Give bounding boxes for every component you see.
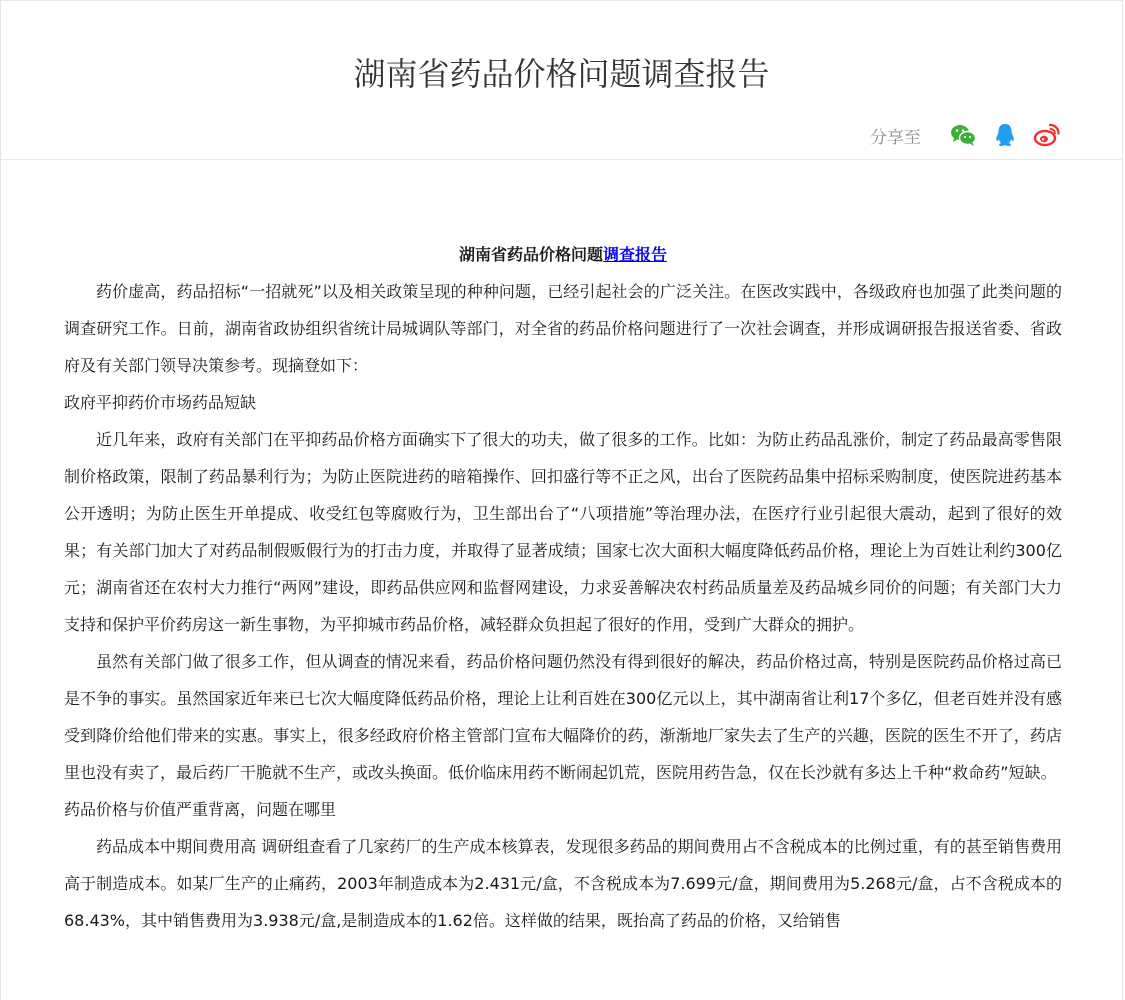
document-header [0,0,1123,160]
article-body [64,236,1062,939]
article-subtitle [64,236,1062,273]
paragraph-costs: 药品成本中期间费用高 调研组查看了几家药厂的生产成本核算表，发现很多药品的期间费用占不含税成本的比例过重，有的甚至销售费用高于制造成本。如某厂生产的止痛药，2003年制造成本为2.431元/盒，不含税成本为7.699元/盒，期间费用为5.268元/盒，占不含税成本的68.43%，其中销售费用为3.938元/盒,是制造成本的1.62倍。这样做的结果，既抬高了药品的价格，又给销售 [64,837,1062,930]
paragraph-intro: 药价虚高，药品招标“一招就死”以及相关政策呈现的种种问题，已经引起社会的广泛关注。在医改实践中，各级政府也加强了此类问题的调查研究工作。日前，湖南省政协组织省统计局城调队等部门，对全省的药品价格问题进行了一次社会调查，并形成调研报告报送省委、省政府及有关部门领导决策参考。现摘登如下： [64,282,1062,375]
page-title: 湖南省药品价格问题调查报告 [353,55,770,93]
article-subtitle-text: 湖南省药品价格问题 [458,245,603,264]
paragraph-measures: 近几年来，政府有关部门在平抑药品价格方面确实下了很大的功夫，做了很多的工作。比如：为防止药品乱涨价，制定了药品最高零售限制价格政策，限制了药品暴利行为；为防止医院进药的暗箱操作、回扣盛行等不正之风，出台了医院药品集中招标采购制度，使医院进药基本公开透明；为防止医生开单提成、收受红包等腐败行为，卫生部出台了“八项措施”等治理办法，在医疗行业引起很大震动，起到了很好的效果；有关部门加大了对药品制假贩假行为的打击力度，并取得了显著成绩；国家七次大面积大幅度降低药品价格，理论上为百姓让利约300亿元；湖南省还在农村大力推行“两网”建设，即药品供应网和监督网建设，力求妥善解决农村药品质量差及药品城乡同价的问题；有关部门大力支持和保护平价药房这一新生事物，为平抑城市药品价格，减轻群众负担起了很好的作用，受到广大群众的拥护。 [64,430,1062,634]
section-heading-1: 政府平抑药价市场药品短缺 [64,393,257,412]
weibo-icon[interactable] [1033,121,1061,149]
share-label: 分享至 [870,127,921,148]
section-heading-2: 药品价格与价值严重背离，问题在哪里 [64,800,337,819]
paragraph-problems: 虽然有关部门做了很多工作，但从调查的情况来看，药品价格问题仍然没有得到很好的解决，药品价格过高，特别是医院药品价格过高已是不争的事实。虽然国家近年来已七次大幅度降低药品价格，理论上让利百姓在300亿元以上，其中湖南省让利17个多亿，但老百姓并没有感受到降价给他们带来的实惠。事实上，很多经政府价格主管部门宣布大幅降价的药，渐渐地厂家失去了生产的兴趣，医院的医生不开了，药店里也没有卖了，最后药厂干脆就不生产，或改头换面。低价临床用药不断闹起饥荒，医院用药告急，仅在长沙就有多达上千种“救命药”短缺。 [64,652,1062,782]
wechat-icon[interactable] [949,121,977,149]
report-link[interactable]: 调查报告 [603,245,668,264]
qq-icon[interactable] [991,121,1019,149]
share-bar [870,120,1061,150]
